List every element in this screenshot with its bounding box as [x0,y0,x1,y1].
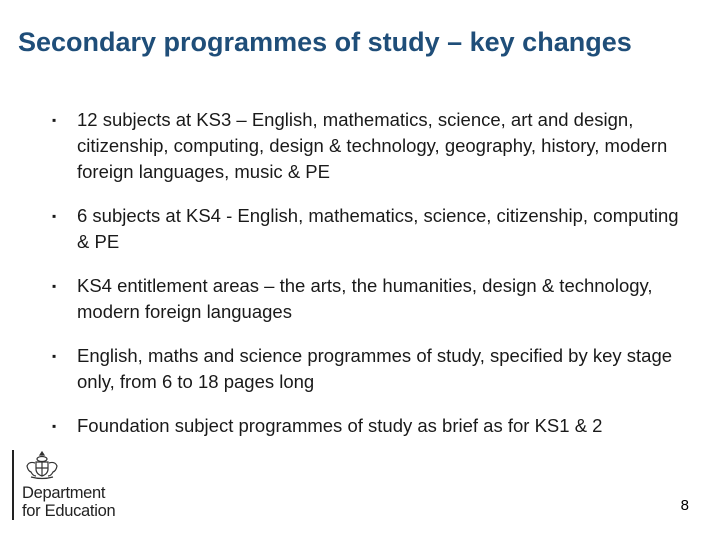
bullet-marker: ▪ [52,349,57,363]
bullet-list [52,107,692,439]
department-for-education-logo [12,450,136,522]
bullet-item [52,343,692,395]
bullet-text: KS4 entitlement areas – the arts, the humanities, design & technology, modern foreign languages [77,275,653,322]
bullet-item [52,107,692,185]
org-name-line-1: Department [22,484,106,502]
page-number: 8 [680,497,689,514]
org-name-line-2: for Education [22,502,116,520]
bullet-marker: ▪ [52,209,57,223]
bullet-marker: ▪ [52,419,57,433]
bullet-text: 6 subjects at KS4 - English, mathematics, science, citizenship, computing & PE [77,205,679,252]
bullet-marker: ▪ [52,279,57,293]
bullet-item [52,273,692,325]
slide-title: Secondary programmes of study – key changes [18,27,632,57]
org-name [22,484,142,520]
bullet-text: 12 subjects at KS3 – English, mathematics, science, art and design, citizenship, computing, design & technology, geography, history, modern foreign languages, music & PE [77,109,668,182]
bullet-marker: ▪ [52,113,57,127]
bullet-item [52,413,692,439]
royal-crest-icon [22,450,62,480]
bullet-item [52,203,692,255]
bullet-text: English, maths and science programmes of study, specified by key stage only, from 6 to 18 pages long [77,345,673,392]
logo-divider [12,450,14,520]
bullet-text: Foundation subject programmes of study as brief as for KS1 & 2 [77,415,603,436]
